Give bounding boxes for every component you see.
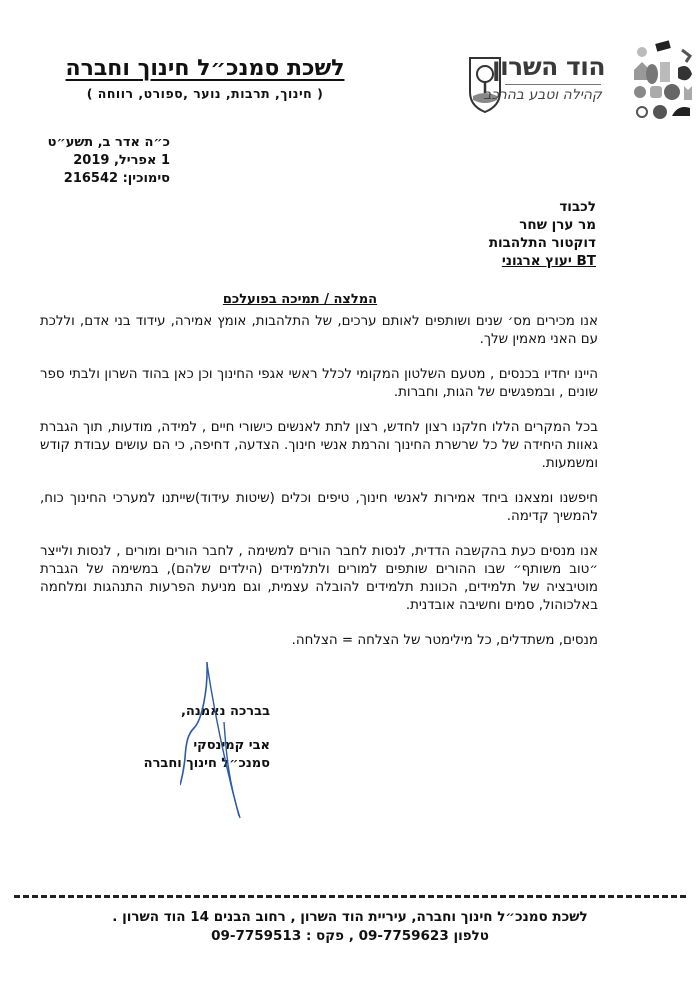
phone-label: טלפון (453, 928, 489, 944)
letter-body (40, 313, 598, 667)
gregorian-date: 1 אפריל, 2019 (73, 153, 170, 168)
salutation: לכבוד (559, 199, 596, 215)
city-tagline: קהילה וטבע בהרכב (483, 87, 602, 103)
icons-collage (630, 40, 698, 124)
logo-divider (505, 84, 601, 85)
paragraph: בכל המקרים הללו חלקנו רצון לחדש, רצון לתת לאנשים כישורי חיים , למידה, מודעות, תוך הגברת גאוות היחידה של כל שרשרת החינוך והרמת אנשי חינוך. הצדעה, דחיפה, כי הם עושים עבודת קודש ומשמעות. (40, 420, 598, 471)
signer-name: אבי קמינסקי (193, 738, 270, 753)
reference-label: סימוכין: (122, 171, 170, 186)
addressee-company: BT יעוץ ארגוני (501, 253, 596, 269)
footer-divider (14, 895, 686, 898)
signer-title: סמנכ״ל חינוך וחברה (143, 756, 270, 771)
addressee-name: מר ערן שחר (519, 217, 596, 233)
footer (20, 908, 680, 946)
org-subtitle: ( חינוך, תרבות, נוער ,ספורט, רווחה ) (86, 86, 324, 101)
reference-number: 216542 (63, 171, 119, 186)
signature-icon (180, 660, 260, 820)
org-title: לשכת סמנכ״ל חינוך וחברה (65, 56, 345, 81)
fax-label: , פקס : (305, 928, 354, 944)
regards: בברכה נאמנה, (180, 704, 270, 719)
paragraph: מנסים, משתדלים, כל מילימטר של הצלחה = הצלחה. (291, 633, 598, 648)
footer-contacts (20, 927, 680, 946)
reference (40, 170, 170, 188)
phone-number: 09-7759623 (358, 928, 449, 944)
addressee-title: דוקטור התלהבות (488, 235, 596, 251)
paragraph: אנו מכירים מס׳ שנים ושותפים לאותם ערכים, של התלהבות, אומץ אמירה, עידוד בני אדם, וללכת עם האני מאמין שלך. (40, 314, 598, 347)
paragraph: היינו יחדיו בכנסים , מטעם השלטון המקומי לכלל ראשי אגפי החינוך וכן כאן בהוד השרון ולבתי ספר שונים , ובמפגשים של הגות, וחברות. (40, 367, 598, 400)
date-block (40, 134, 170, 188)
footer-address: לשכת סמנכ״ל חינוך וחברה, עיריית הוד השרון , רחוב הבנים 14 הוד השרון . (112, 909, 588, 925)
fax-number: 09-7759513 (211, 928, 302, 944)
paragraph: אנו מנסים כעת בהקשבה הדדית, לנסות לחבר הורים למשימה , לחבר הורים ומורים , לנסות ולייצר ״טוב משותף״ שבו ההורים שותפים למורים ולתלמידים (הילדים שלהם), במשימה של הגברת מוטיבציה של תלמידים, הכוונת תלמידים להובלה עצמית, וגם מניעת הפרעות התנהגות ומלחמה באלכוהול, סמים וחשיבה אובדנית. (40, 544, 598, 613)
city-name: הוד השרון (491, 52, 605, 81)
hebrew-date: כ״ה אדר ב, תשע״ט (47, 135, 170, 150)
subject-line: המלצה / תמיכה בפועלכם (222, 292, 378, 307)
addressee-block (440, 198, 596, 270)
paragraph: חיפשנו ומצאנו ביחד אמירות לאנשי חינוך, טיפים וכלים (שיטות עידוד)שייתנו למערכי החינוך כוח, להמשיך קדימה. (40, 491, 598, 524)
